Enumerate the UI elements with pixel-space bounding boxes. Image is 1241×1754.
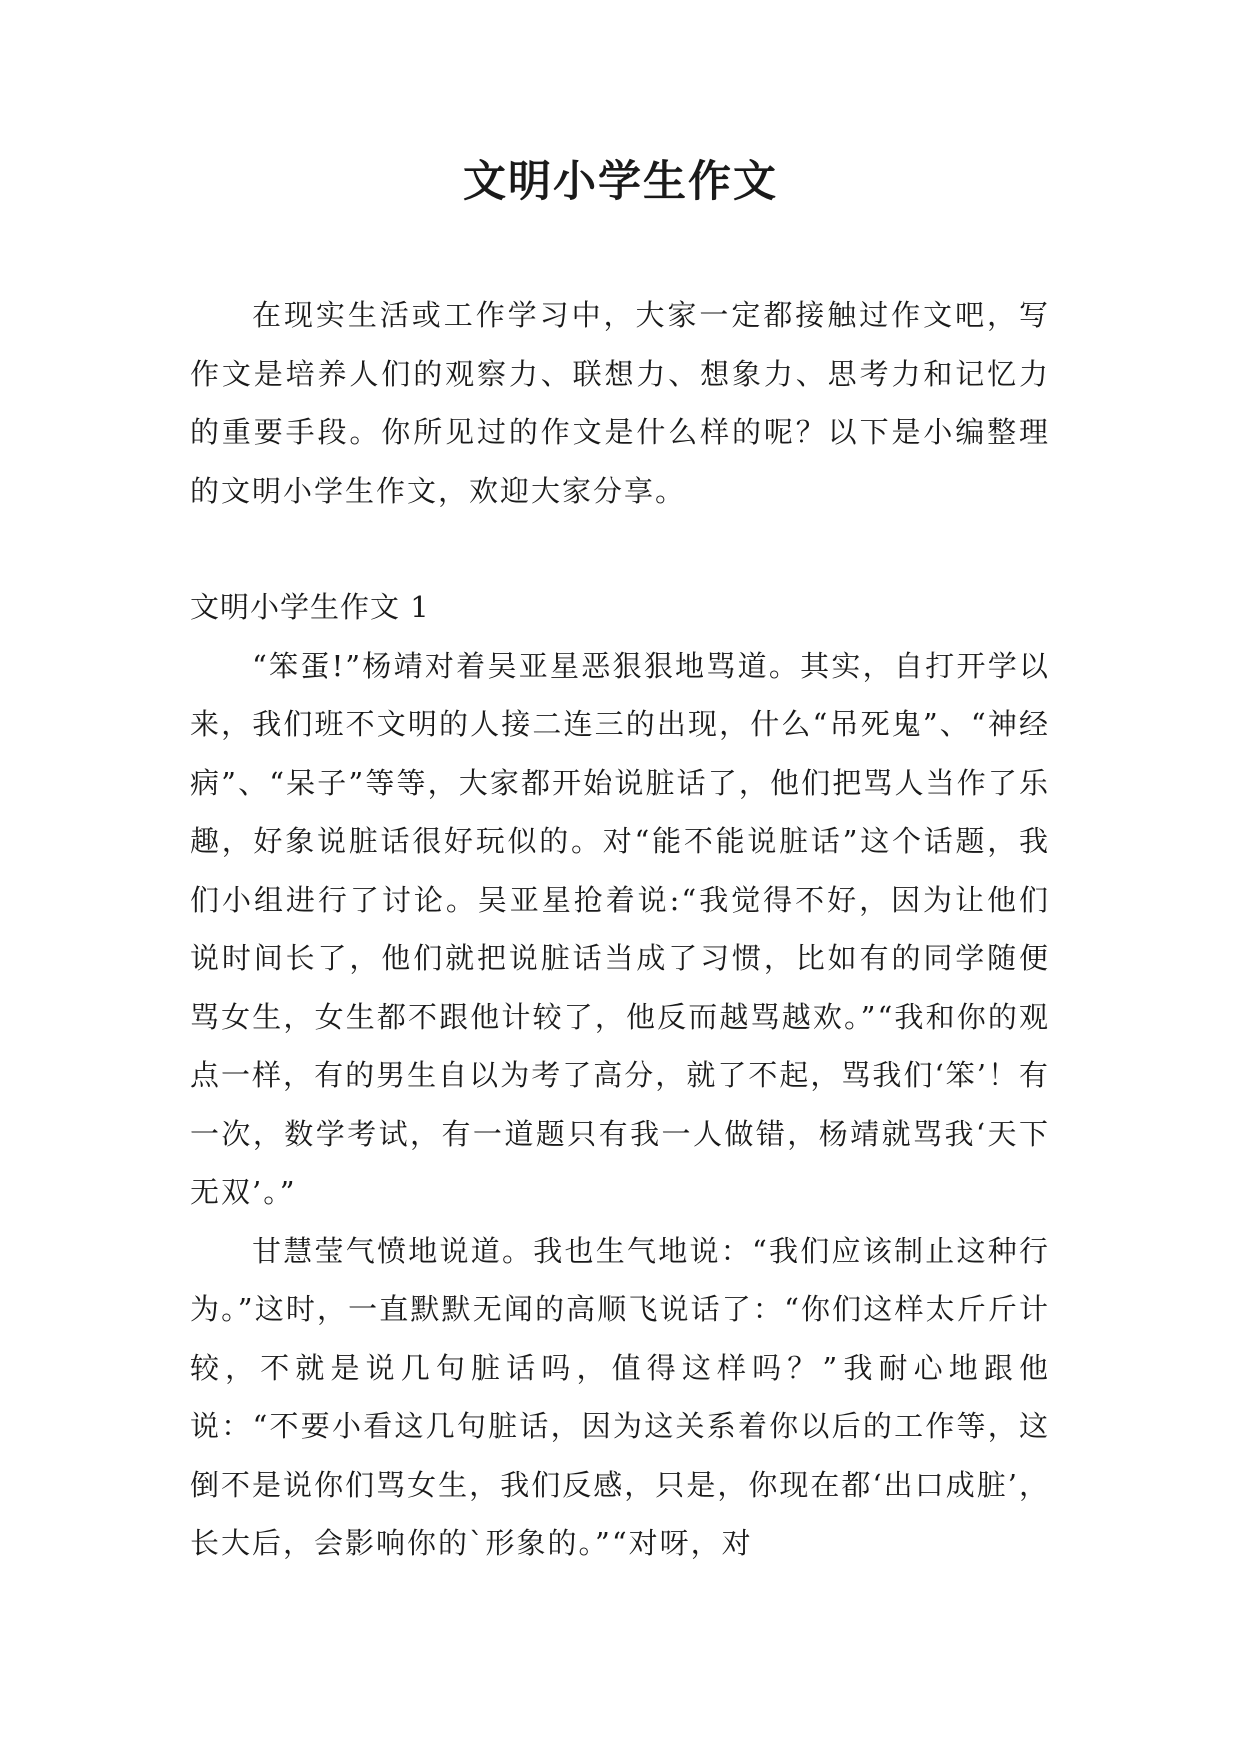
intro-paragraph: 在现实生活或工作学习中，大家一定都接触过作文吧，写作文是培养人们的观察力、联想力、想象力、思考力和记忆力的重要手段。你所见过的作文是什么样的呢？以下是小编整理的文明小学生作文，欢迎大家分享。 xyxy=(190,298,1050,508)
body-paragraph: “笨蛋!”杨靖对着吴亚星恶狠狠地骂道。其实，自打开学以来，我们班不文明的人接二连三的出现，什么“吊死鬼”、“神经病”、“呆子”等等，大家都开始说脏话了，他们把骂人当作了乐趣，好象说脏话很好玩似的。对“能不能说脏话”这个话题，我们小组进行了讨论。吴亚星抢着说:“我觉得不好，因为让他们说时间长了，他们就把说脏话当成了习惯，比如有的同学随便骂女生，女生都不跟他计较了，他反而越骂越欢。”“我和你的观点一样，有的男生自以为考了高分，就了不起，骂我们‘笨’！有一次，数学考试，有一道题只有我一人做错，杨靖就骂我‘天下无双’。” xyxy=(190,648,1050,1209)
document-body xyxy=(190,286,1050,1573)
section-heading: 文明小学生作文 1 xyxy=(190,590,430,624)
body-paragraph: 甘慧莹气愤地说道。我也生气地说：“我们应该制止这种行为。”这时，一直默默无闻的高顺飞说话了：“你们这样太斤斤计较，不就是说几句脏话吗，值得这样吗？”我耐心地跟他说：“不要小看这几句脏话，因为这关系着你以后的工作等，这倒不是说你们骂女生，我们反感，只是，你现在都‘出口成脏’，长大后，会影响你的`形象的。”“对呀，对 xyxy=(190,1233,1050,1560)
document-title: 文明小学生作文 xyxy=(463,157,778,207)
